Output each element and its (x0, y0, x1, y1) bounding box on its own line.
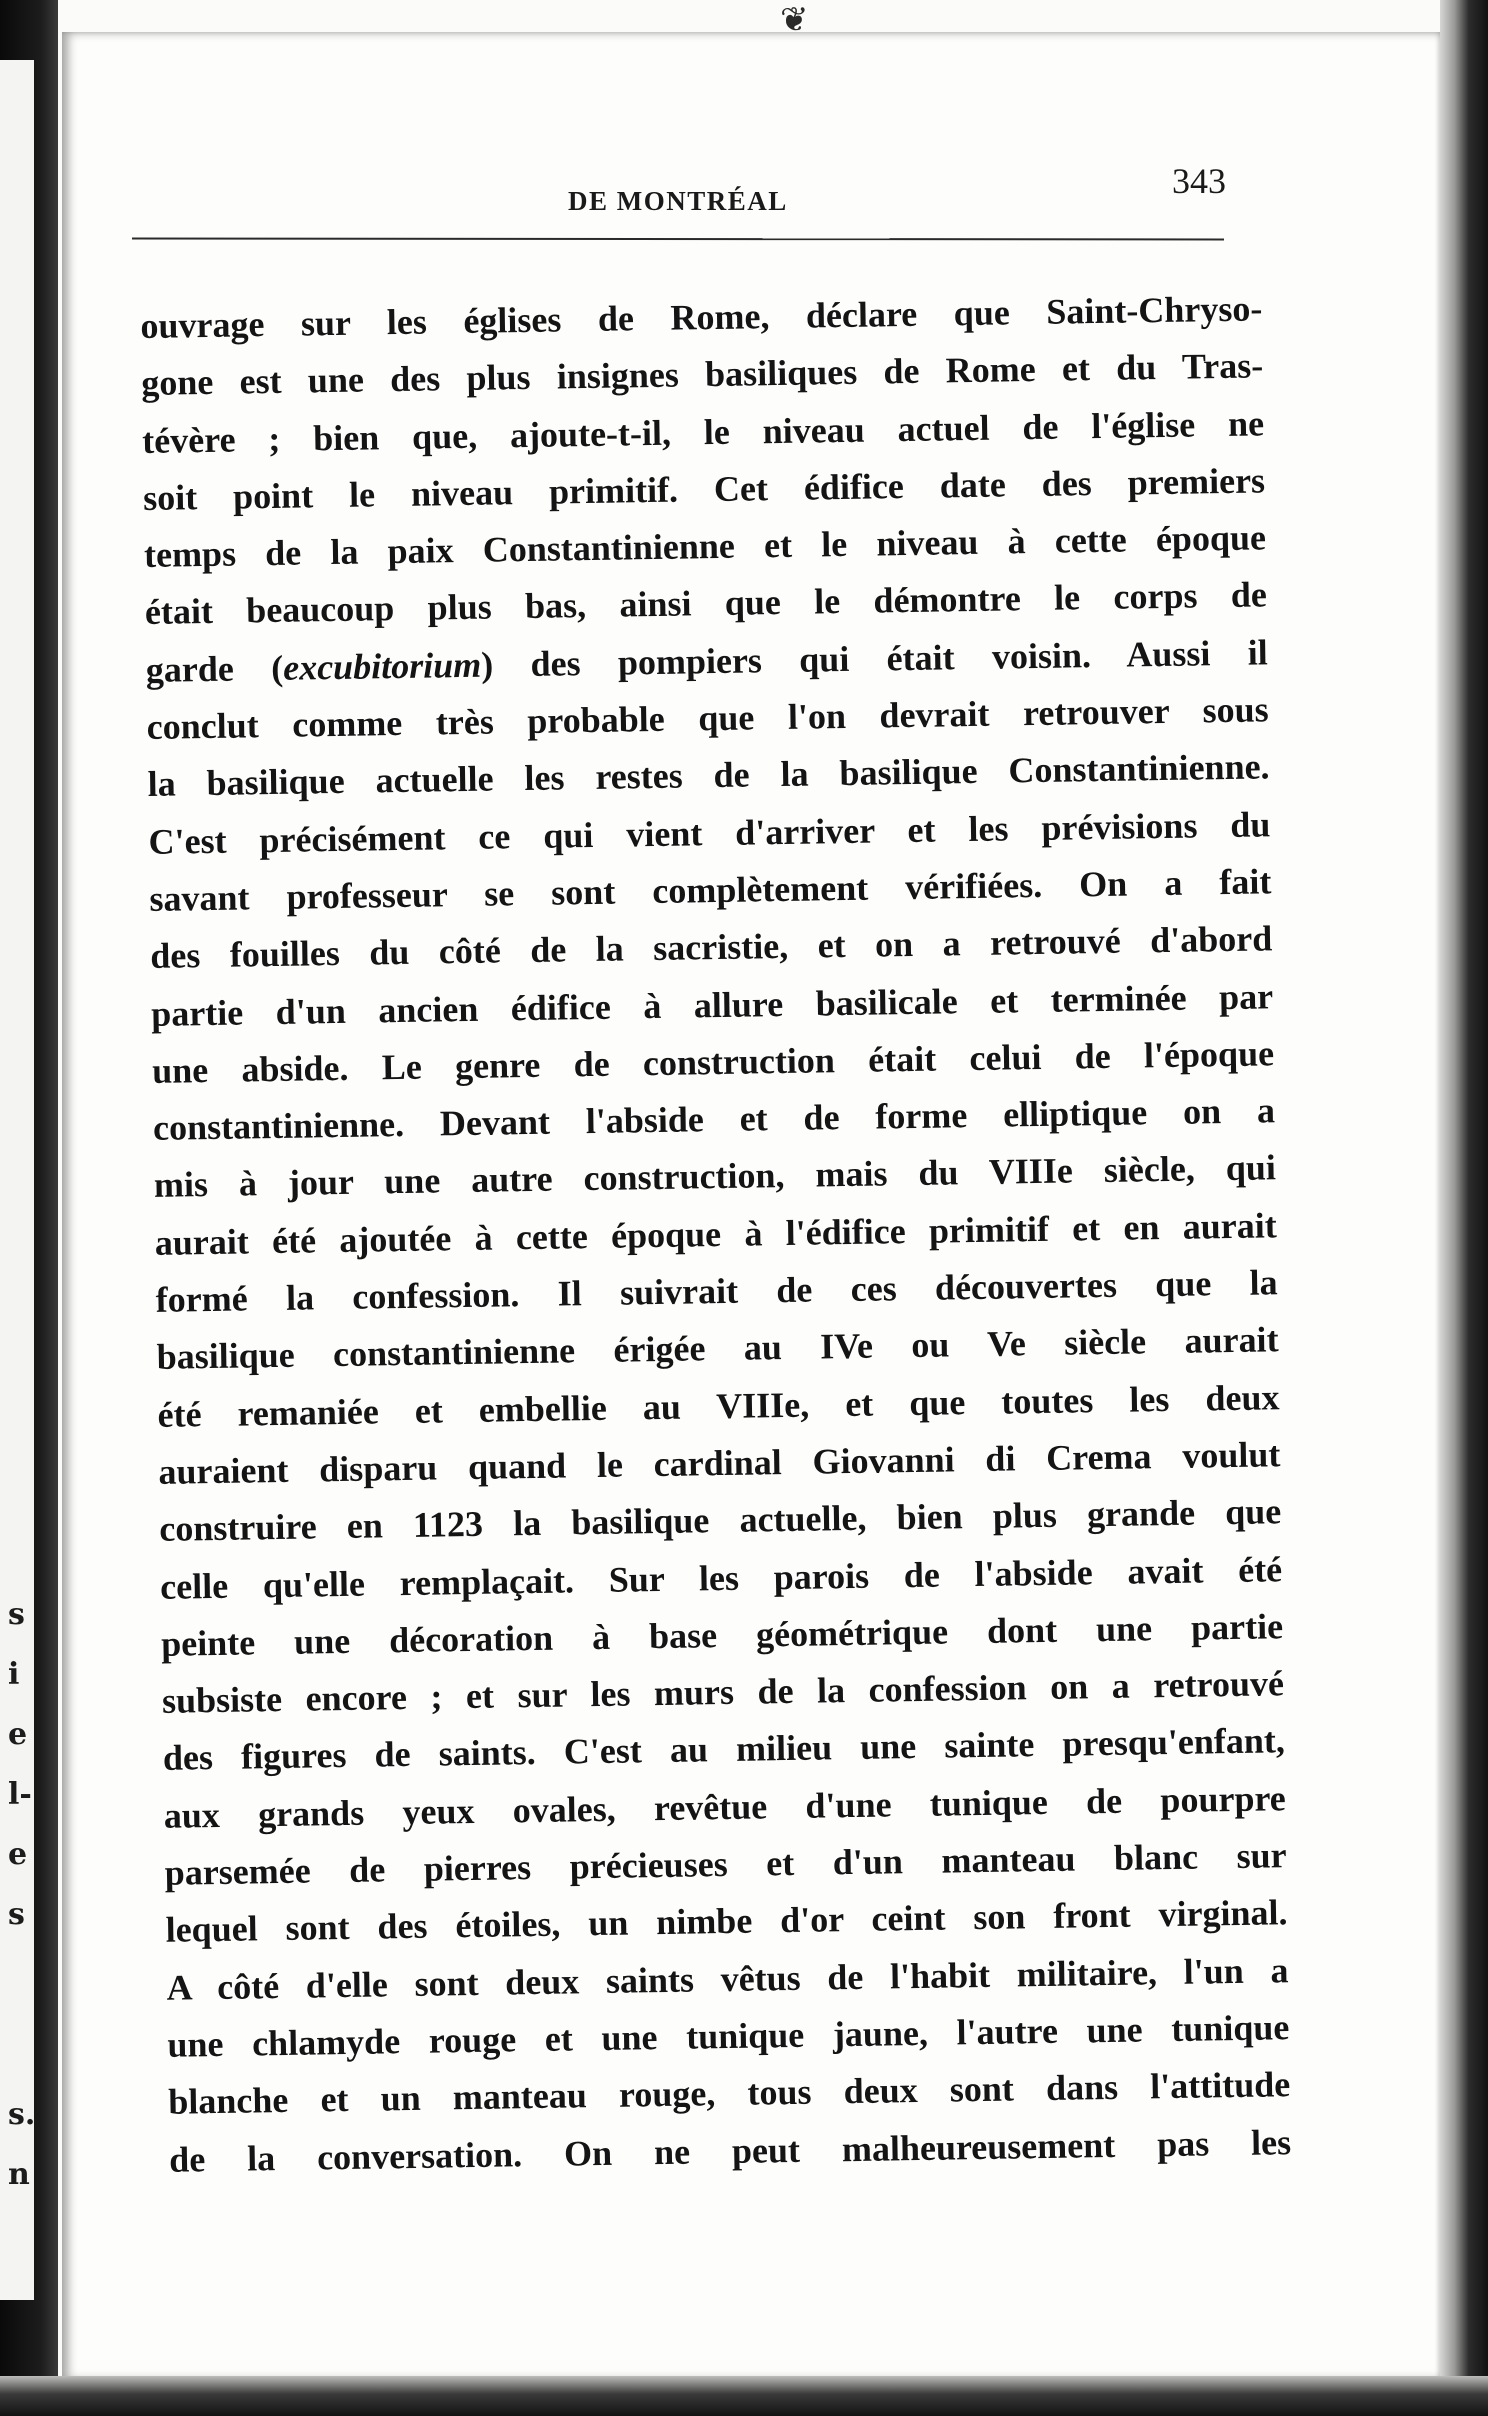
text-line: subsiste encore ; et sur les murs de la confession on a retrouvé (161, 1663, 1285, 1721)
text-line: de la conversation. On ne peut malheureusement pas les (168, 2121, 1292, 2180)
text-line: une abside. Le genre de construction était celui de l'époque (151, 1033, 1275, 1091)
left-page-fragment: n (8, 2157, 30, 2192)
text-line: mis à jour une autre construction, mais du VIIIe siècle, qui (153, 1147, 1277, 1206)
page-number: 343 (1172, 161, 1226, 201)
left-page-fragment: l- (8, 1777, 32, 1812)
text-line: blanche et un manteau rouge, tous deux sont dans l'attitude (168, 2064, 1291, 2122)
left-page-fragment: i (8, 1657, 20, 1692)
left-page-fragment: e (8, 1717, 28, 1752)
text-line: basilique constantinienne érigée au IVe ou Ve siècle aurait (156, 1319, 1279, 1378)
text-line: celle qu'elle remplaçait. Sur les parois de l'abside avait été (159, 1548, 1283, 1607)
text-line: temps de la paix Constantinienne et le niveau à cette époque (143, 517, 1267, 576)
text-line: construire en 1123 la basilique actuelle, bien plus grande que (159, 1491, 1282, 1550)
left-page-fragment: s (8, 1897, 25, 1932)
page-right-edge (1440, 0, 1488, 2416)
text-line: soit point le niveau primitif. Cet édifice date des premiers (142, 460, 1266, 518)
text-line: été remaniée et embellie au VIIIe, et que toutes les deux (157, 1376, 1280, 1435)
text-line: auraient disparu quand le cardinal Giovanni di Crema voulut (158, 1434, 1281, 1492)
text-line: partie d'un ancien édifice à allure basilicale et terminée par (150, 975, 1274, 1034)
text-line: constantinienne. Devant l'abside et de forme elliptique on a (152, 1090, 1276, 1149)
text-line: parsemée de pierres précieuses et d'un manteau blanc sur (164, 1835, 1287, 1893)
text-line: lequel sont des étoiles, un nimbe d'or ceint son front virginal. (165, 1892, 1288, 1951)
text-line: une chlamyde rouge et une tunique jaune, l'autre une tunique (167, 2007, 1290, 2065)
text-line: garde (excubitorium) des pompiers qui était voisin. Aussi il (145, 632, 1269, 690)
text-line: formé la confession. Il suivrait de ces découvertes que la (155, 1262, 1278, 1320)
text-line: des fouilles du côté de la sacristie, et on a retrouvé d'abord (150, 918, 1273, 977)
text-line: des figures de saints. C'est au milieu une sainte presqu'enfant, (162, 1720, 1286, 1779)
text-line: conclut comme très probable que l'on devrait retrouver sous (146, 689, 1269, 748)
text-line: ouvrage sur les églises de Rome, déclare que Saint-Chryso- (140, 288, 1263, 346)
ink-smudge-mark: ❦ (780, 0, 809, 40)
text-line: la basilique actuelle les restes de la basilique Constantinienne. (147, 746, 1270, 805)
left-page-fragment: s (8, 1597, 25, 1632)
running-head (128, 156, 1226, 216)
text-line: C'est précisément ce qui vient d'arriver et les prévisions du (148, 803, 1271, 862)
text-line: gone est une des plus insignes basiliques de Rome et du Tras- (141, 345, 1264, 404)
text-line: peinte une décoration à base géométrique dont une partie (160, 1606, 1284, 1664)
italic-term: excubitorium (282, 644, 482, 688)
left-page-fragment: e (8, 1837, 28, 1872)
text-line: tévère ; bien que, ajoute-t-il, le niveau actuel de l'église ne (141, 402, 1265, 461)
text-line: aux grands yeux ovales, revêtue d'une tunique de pourpre (163, 1777, 1287, 1836)
text-line: aurait été ajoutée à cette époque à l'édifice primitif et en aurait (154, 1205, 1278, 1263)
text-line: était beaucoup plus bas, ainsi que le démontre le corps de (144, 574, 1268, 633)
left-page-fragment: s. (8, 2097, 36, 2132)
body-text (140, 280, 1292, 2188)
text-line: savant professeur se sont complètement vérifiées. On a fait (149, 861, 1272, 919)
running-title: DE MONTRÉAL (568, 186, 788, 216)
previous-page-edge (0, 60, 34, 2300)
page-bottom-edge (0, 2376, 1488, 2416)
text-line: A côté d'elle sont deux saints vêtus de l'habit militaire, l'un a (166, 1949, 1289, 2008)
